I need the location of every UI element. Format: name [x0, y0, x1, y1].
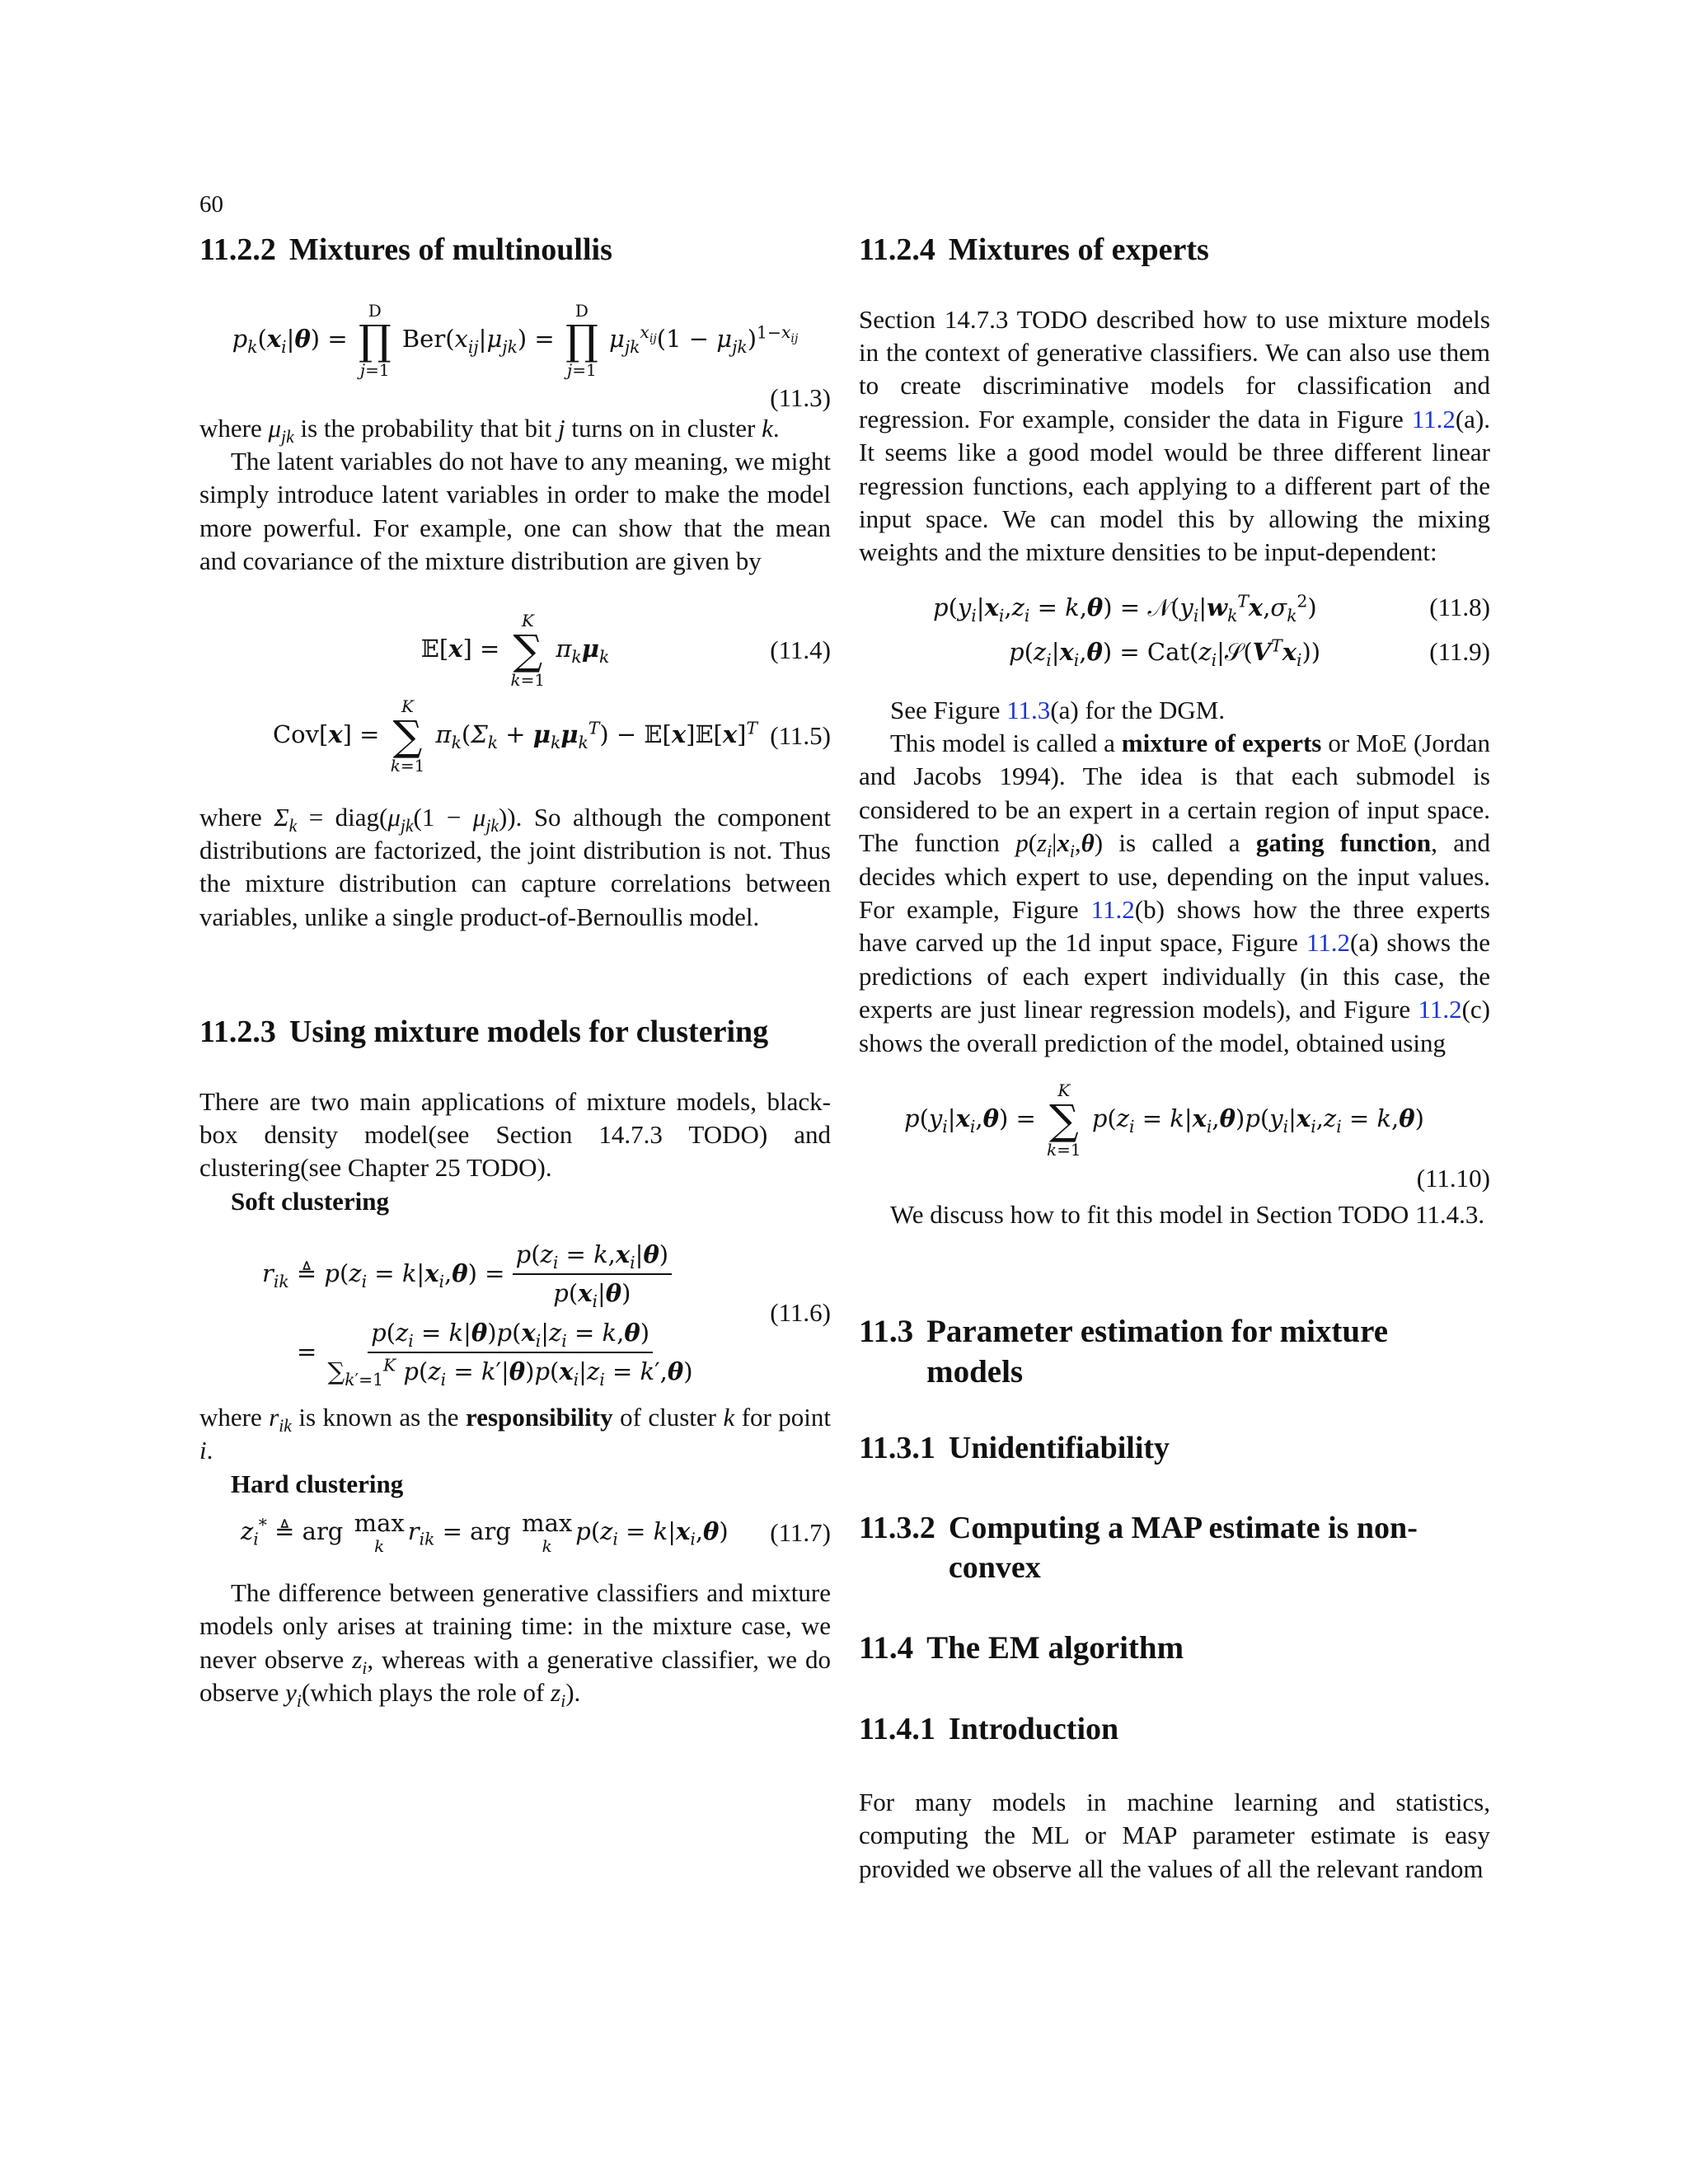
- paragraph-see-figure: See Figure 11.3(a) for the DGM.: [890, 695, 1226, 724]
- equation-11-4: 𝔼[x] = K ∑ k=1 $\pi_k\mu_k$ (11.4): [420, 610, 831, 690]
- paragraph-covariance-note: where $\Sigma_k$ = $diag(\mu_{jk}(1 - \mu_{jk}))$. So although the component distributions are factorized, the joint distribution is not. Thus the mixture distribution can capture correlations between variables, unlike a single product-of-Bernoullis model.: [199, 802, 831, 931]
- equation-11-5: Cov[x] = K ∑ k=1 $\pi_k(\Sigma_k + \mu_k\mu_k^T)$ − $𝔼[x]𝔼[x]^T$ (11.5): [272, 696, 831, 776]
- figure-link[interactable]: 11.2: [1411, 404, 1456, 434]
- figure-link[interactable]: 11.2: [1090, 895, 1135, 924]
- paragraph-generative-difference: The difference between generative classifiers and mixture models only arises at training time: in the mixture case, we never observe $z_i$, whereas with a generative classifier, we do observe $y_i(which$ plays the role of $z_i$).: [199, 1578, 832, 1712]
- paragraph-mu-definition: where $\mu_{jk}$ is the probability that bit j turns on in cluster k.: [199, 413, 780, 447]
- paragraph-responsibility: where $r_{ik}$ is known as the responsibility of cluster k for point i.: [199, 1402, 832, 1465]
- section-11-3-2-heading: 11.3.2 Computing a MAP estimate is non-convex: [859, 1511, 1418, 1585]
- section-11-2-4-heading: 11.2.4 Mixtures of experts: [859, 232, 1209, 267]
- section-11-4-1-heading: 11.4.1 Introduction: [859, 1712, 1119, 1747]
- equation-11-10: $p(y_i|x_i,\theta)$ = K ∑ k=1 $p(z_i = k|x_i,\theta)p(y_i|x_i,z_i = k,\theta)$ (11.10): [904, 1080, 1490, 1193]
- equation-11-7: $z_i^*$ ≜ arg max k $r_{ik}$ = arg max k $p(z_i = k|x_i,\theta)$ (11.7): [241, 1509, 831, 1557]
- section-11-2-3-heading: 11.2.3 Using mixture models for clustering: [199, 1015, 769, 1050]
- equation-11-3: $p_k(x_i|\theta)$ = D ∏ j=1 $Ber(x_{ij}|\mu_{jk})$ = D ∏ j=1 $\mu_{jk}^{x_{ij}}(1 - \mu_{jk})^{1-x_{ij}}$ (11.3): [232, 300, 831, 413]
- section-11-3-heading: 11.3 Parameter estimation for mixture models: [859, 1314, 1389, 1390]
- right-column: [859, 231, 1490, 1886]
- paragraph-applications: There are two main applications of mixture models, black-box density model(see Section 14.7.3 TODO) and clustering(see Chapter 25 TODO).: [199, 1086, 831, 1183]
- left-column: [199, 231, 831, 1710]
- section-11-3-1-heading: 11.3.1 Unidentifiability: [859, 1430, 1170, 1465]
- soft-clustering-label: Soft clustering: [231, 1186, 390, 1216]
- figure-link[interactable]: 11.3: [1006, 695, 1051, 724]
- section-11-4-heading: 11.4 The EM algorithm: [859, 1630, 1184, 1666]
- paragraph-latent-variables: The latent variables do not have to any meaning, we might simply introduce latent variables in order to make the model more powerful. For example, one can show that the mean and covariance of the mixture distribution are given by: [199, 446, 831, 576]
- paragraph-moe-intro: Section 14.7.3 TODO described how to use mixture models in the context of generative classifiers. We can also use them to create discriminative models for classification and regression. For example, consider the data in Figure 11.2(a). It seems like a good model would be three different linear regression functions, each applying to a different part of the input space. We can model this by allowing the mixing weights and the mixture densities to be input-dependent:: [859, 304, 1491, 567]
- equation-11-9: $p(z_i|x_i,\theta)$ = $Cat(z_i|𝒮(V^Tx_i))$ (11.9): [1009, 635, 1490, 670]
- figure-link[interactable]: 11.2: [1418, 995, 1462, 1024]
- page-number: 60: [199, 191, 223, 218]
- paragraph-mixture-of-experts: This model is called a mixture of experts or MoE (Jordan and Jacobs 1994). The idea is that each submodel is considered to be an expert in a certain region of input space. The function $p(z_i|x_i,\theta)$ is called a gating function, and decides which expert to use, depending on the input values. For example, Figure 11.2(b) shows how the three experts have carved up the 1d input space, Figure 11.2(a) shows the predictions of each expert individually (in this case, the experts are just linear regression models), and Figure 11.2(c) shows the overall prediction of the model, obtained using: [859, 728, 1491, 1057]
- paragraph-em-intro: For many models in machine learning and statistics, computing the ML or MAP parameter estimate is easy provided we observe all the values of all the relevant random: [859, 1787, 1490, 1883]
- equation-11-6: $r_{ik}$ ≜ $p(z_i = k|x_i,\theta)$ = $\frac{p(z_i = k,x_i|\theta)}{p(x_i|\theta)}$ = $\frac{p(z_i = k|\theta)p(x_i|z_i = k,\theta)}{\sum_{k'=1}^K p(z_i = k'|\theta)p(x_i|z_i = k',\theta)}$ (11.6): [199, 1238, 831, 1388]
- equation-11-8: $p(y_i|x_i,z_i = k,\theta)$ = $𝒩(y_i|w_k^Tx,\sigma_k^2)$ (11.8): [933, 591, 1490, 626]
- figure-link[interactable]: 11.2: [1306, 928, 1351, 958]
- hard-clustering-label: Hard clustering: [231, 1469, 404, 1498]
- section-11-2-2-heading: 11.2.2 Mixtures of multinoullis: [199, 232, 612, 267]
- paragraph-fit-model: We discuss how to fit this model in Section TODO 11.4.3.: [890, 1200, 1485, 1230]
